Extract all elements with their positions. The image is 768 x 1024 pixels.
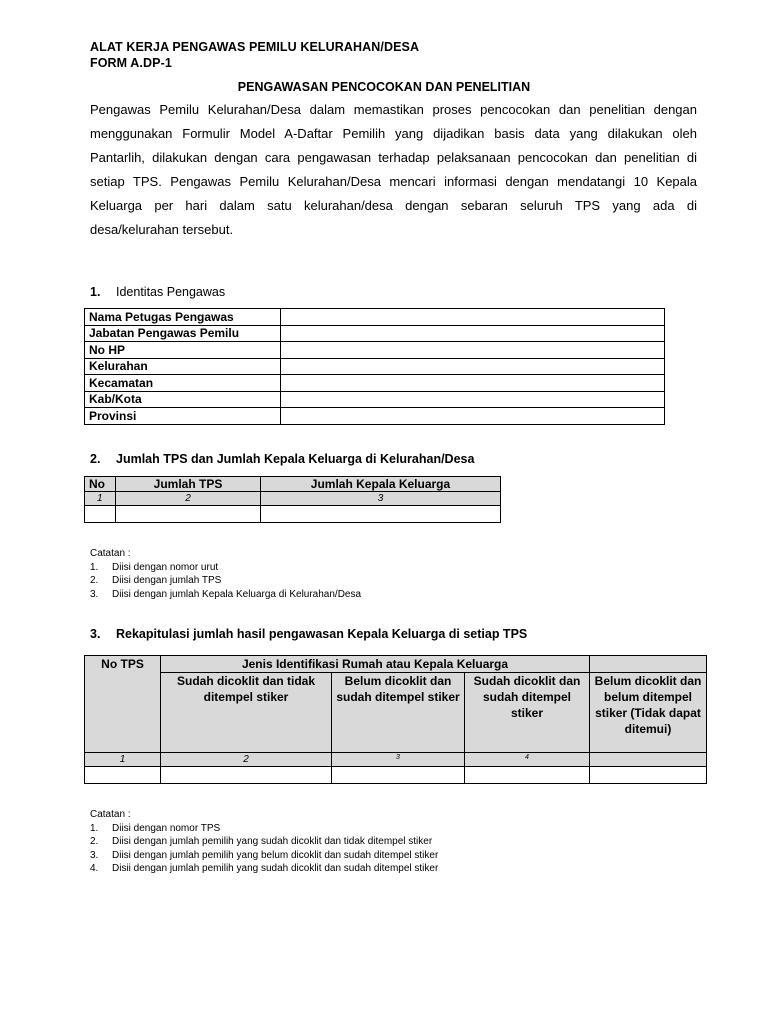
column-header: Jumlah Kepala Keluarga [261, 477, 501, 492]
column-header: Sudah dicoklit dan tidak ditempel stiker [161, 673, 332, 753]
entry-cell[interactable] [332, 767, 465, 784]
intro-line: setiap TPS. Pengawas Pemilu Kelurahan/Desa mencari informasi dengan mendatangi 10 Kepala [90, 174, 697, 189]
index-cell: 3 [261, 492, 501, 506]
entry-cell[interactable] [85, 767, 161, 784]
field-value-cell[interactable] [281, 408, 665, 425]
field-value-cell[interactable] [281, 309, 665, 326]
field-value-cell[interactable] [281, 375, 665, 392]
intro-paragraph [90, 98, 697, 242]
index-cell: 3 [332, 753, 465, 767]
field-label: Kecamatan [85, 375, 281, 392]
field-value-cell[interactable] [281, 358, 665, 375]
note-item: 3. Diisi dengan jumlah Kepala Keluarga di Kelurahan/Desa [90, 588, 362, 600]
index-row [85, 492, 501, 506]
form-code: FORM A.DP-1 [90, 56, 172, 70]
note-item: 1. Diisi dengan nomor urut [90, 561, 219, 573]
intro-line: Pantarlih, dilakukan dengan cara pengawasan terhadap pelaksanaan pencocokan dan penelitian di [90, 150, 697, 165]
field-label: Nama Petugas Pengawas [85, 309, 281, 326]
column-header: No [85, 477, 116, 492]
section-title: Identitas Pengawas [116, 285, 226, 299]
note-item: 4. Disii dengan jumlah pemilih yang sudah dicoklit dan sudah ditempel stiker [90, 863, 439, 874]
section-title: Rekapitulasi jumlah hasil pengawasan Kepala Keluarga di setiap TPS [116, 627, 528, 641]
table-row [85, 408, 665, 425]
section-3-notes [90, 808, 438, 876]
field-label: Jabatan Pengawas Pemilu [85, 325, 281, 342]
table-row [85, 342, 665, 359]
index-cell: 1 [85, 492, 116, 506]
entry-cell[interactable] [85, 506, 116, 523]
column-header: Belum dicoklit dan sudah ditempel stiker [332, 673, 465, 753]
intro-line: desa/kelurahan tersebut. [90, 222, 234, 237]
note-item: 3. Diisi dengan jumlah pemilih yang belum dicoklit dan sudah ditempel stiker [90, 849, 439, 861]
tps-count-table [84, 476, 501, 523]
table-header-row [85, 477, 501, 492]
field-value-cell[interactable] [281, 325, 665, 342]
section-number: 2. [90, 452, 101, 466]
index-row [85, 753, 707, 767]
table-row [85, 767, 707, 784]
index-cell [590, 753, 707, 767]
entry-cell[interactable] [465, 767, 590, 784]
index-cell: 4 [465, 753, 590, 767]
document-title: PENGAWASAN PENCOCOKAN DAN PENELITIAN [237, 80, 531, 94]
note-item: 2. Diisi dengan jumlah pemilih yang sudah dicoklit dan tidak ditempel stiker [90, 836, 433, 847]
recap-table [84, 655, 707, 784]
intro-line: Keluarga per hari dalam satu kelurahan/desa dengan sebaran seluruh TPS yang ada di [90, 198, 697, 213]
intro-line: Pengawas Pemilu Kelurahan/Desa dalam memastikan proses pencocokan dan penelitian dengan [90, 102, 697, 117]
column-group-header-blank [590, 656, 707, 673]
entry-cell[interactable] [590, 767, 707, 784]
column-header: Sudah dicoklit dan sudah ditempel stiker [465, 673, 590, 753]
entry-cell[interactable] [161, 767, 332, 784]
field-label: No HP [85, 342, 281, 359]
section-title: Jumlah TPS dan Jumlah Kepala Keluarga di Kelurahan/Desa [116, 452, 475, 466]
table-row [85, 309, 665, 326]
notes-title: Catatan : [90, 809, 131, 820]
entry-cell[interactable] [261, 506, 501, 523]
table-row [85, 391, 665, 408]
intro-line: menggunakan Formulir Model A-Daftar Pemilih yang dijadikan basis data yang dilakukan oleh [90, 126, 697, 141]
section-2-notes [90, 547, 361, 601]
section-number: 3. [90, 627, 101, 641]
note-item: 2. Diisi dengan jumlah TPS [90, 575, 222, 586]
table-header-row [85, 656, 707, 673]
section-number: 1. [90, 285, 101, 299]
section-2-heading [90, 452, 474, 466]
column-header: Jumlah TPS [116, 477, 261, 492]
table-row [85, 506, 501, 523]
section-1-heading [90, 285, 225, 299]
identity-table [84, 308, 665, 425]
field-label: Kelurahan [85, 358, 281, 375]
field-label: Kab/Kota [85, 391, 281, 408]
field-value-cell[interactable] [281, 391, 665, 408]
column-header: Belum dicoklit dan belum ditempel stiker (Tidak dapat ditemui) [590, 673, 707, 753]
table-subheader-row [85, 673, 707, 753]
index-cell: 1 [85, 753, 161, 767]
table-row [85, 375, 665, 392]
column-header-no-tps: No TPS [85, 656, 161, 753]
section-3-heading [90, 627, 527, 641]
header-line-1: ALAT KERJA PENGAWAS PEMILU KELURAHAN/DESA [90, 40, 420, 54]
table-row [85, 325, 665, 342]
column-group-header: Jenis Identifikasi Rumah atau Kepala Keluarga [161, 656, 590, 673]
index-cell: 2 [161, 753, 332, 767]
field-label: Provinsi [85, 408, 281, 425]
notes-title: Catatan : [90, 548, 131, 559]
table-row [85, 358, 665, 375]
note-item: 1. Diisi dengan nomor TPS [90, 822, 221, 834]
entry-cell[interactable] [116, 506, 261, 523]
field-value-cell[interactable] [281, 342, 665, 359]
index-cell: 2 [116, 492, 261, 506]
